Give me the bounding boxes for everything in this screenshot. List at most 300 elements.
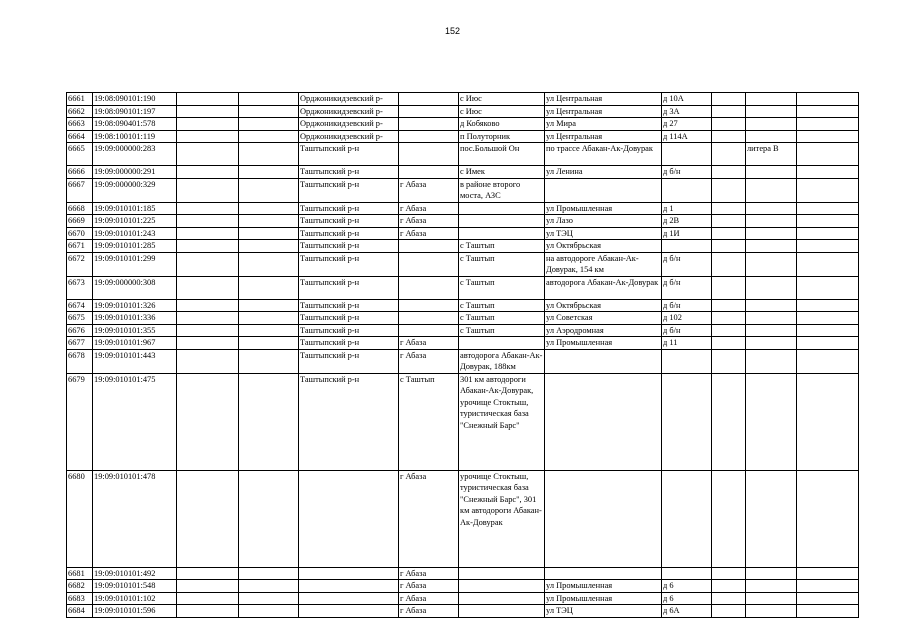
- col-12-cell: [797, 130, 859, 143]
- row-number-cell: 6666: [67, 166, 93, 179]
- col-3-cell: [177, 130, 239, 143]
- locality-cell: с Имек: [459, 166, 545, 179]
- row-number-cell: 6680: [67, 470, 93, 567]
- col-4-cell: [239, 580, 299, 593]
- cadastral-number-cell: 19:09:000000:329: [93, 178, 177, 202]
- row-number-cell: 6671: [67, 240, 93, 253]
- district-cell: Таштыпский р-н: [299, 252, 399, 276]
- cadastral-number-cell: 19:09:000000:291: [93, 166, 177, 179]
- house-cell: д 27: [662, 118, 712, 131]
- cadastral-number-cell: 19:09:010101:102: [93, 592, 177, 605]
- row-number-cell: 6663: [67, 118, 93, 131]
- col-3-cell: [177, 166, 239, 179]
- table-row: [67, 349, 859, 373]
- cadastral-number-cell: 19:09:010101:225: [93, 215, 177, 228]
- locality-cell: 301 км автодороги Абакан-Ак-Довурак, урочище Стоктыш, туристическая база "Снежный Барс": [459, 373, 545, 470]
- settlement-cell: [399, 93, 459, 106]
- district-cell: Таштыпский р-н: [299, 240, 399, 253]
- col-3-cell: [177, 373, 239, 470]
- col-10-cell: [712, 118, 746, 131]
- col-10-cell: [712, 592, 746, 605]
- building-cell: [746, 105, 797, 118]
- locality-cell: [459, 215, 545, 228]
- building-cell: [746, 470, 797, 567]
- row-number-cell: 6684: [67, 605, 93, 618]
- locality-cell: автодорога Абакан-Ак-Довурак, 188км: [459, 349, 545, 373]
- settlement-cell: с Таштып: [399, 373, 459, 470]
- col-3-cell: [177, 240, 239, 253]
- col-12-cell: [797, 118, 859, 131]
- row-number-cell: 6661: [67, 93, 93, 106]
- district-cell: Орджоникидзевский р-: [299, 118, 399, 131]
- house-cell: [662, 143, 712, 166]
- cadastral-number-cell: 19:09:010101:299: [93, 252, 177, 276]
- locality-cell: с Таштып: [459, 312, 545, 325]
- settlement-cell: [399, 240, 459, 253]
- col-10-cell: [712, 324, 746, 337]
- row-number-cell: 6683: [67, 592, 93, 605]
- district-cell: Таштыпский р-н: [299, 337, 399, 350]
- row-number-cell: 6672: [67, 252, 93, 276]
- locality-cell: [459, 592, 545, 605]
- cadastral-number-cell: 19:09:010101:185: [93, 202, 177, 215]
- col-3-cell: [177, 202, 239, 215]
- locality-cell: [459, 567, 545, 580]
- street-cell: ул Аэродромная: [545, 324, 662, 337]
- col-3-cell: [177, 299, 239, 312]
- col-3-cell: [177, 312, 239, 325]
- street-cell: автодорога Абакан-Ак-Довурак: [545, 276, 662, 299]
- col-3-cell: [177, 276, 239, 299]
- locality-cell: пос.Большой Он: [459, 143, 545, 166]
- locality-cell: с Таштып: [459, 240, 545, 253]
- building-cell: литера В: [746, 143, 797, 166]
- house-cell: д 10А: [662, 93, 712, 106]
- settlement-cell: г Абаза: [399, 605, 459, 618]
- row-number-cell: 6678: [67, 349, 93, 373]
- district-cell: Таштыпский р-н: [299, 324, 399, 337]
- col-4-cell: [239, 143, 299, 166]
- col-10-cell: [712, 580, 746, 593]
- locality-cell: в районе второго моста, АЗС: [459, 178, 545, 202]
- street-cell: ул Лазо: [545, 215, 662, 228]
- table-row: [67, 166, 859, 179]
- table-row: [67, 202, 859, 215]
- col-3-cell: [177, 178, 239, 202]
- cadastral-number-cell: 19:09:000000:283: [93, 143, 177, 166]
- table-row: [67, 240, 859, 253]
- locality-cell: [459, 605, 545, 618]
- col-3-cell: [177, 349, 239, 373]
- col-10-cell: [712, 215, 746, 228]
- locality-cell: [459, 202, 545, 215]
- building-cell: [746, 605, 797, 618]
- col-12-cell: [797, 592, 859, 605]
- col-10-cell: [712, 349, 746, 373]
- cadastral-number-cell: 19:09:010101:478: [93, 470, 177, 567]
- house-cell: д 114А: [662, 130, 712, 143]
- district-cell: Таштыпский р-н: [299, 178, 399, 202]
- street-cell: ул Советская: [545, 312, 662, 325]
- district-cell: Таштыпский р-н: [299, 143, 399, 166]
- col-4-cell: [239, 130, 299, 143]
- building-cell: [746, 592, 797, 605]
- district-cell: [299, 470, 399, 567]
- cadastral-number-cell: 19:08:100101:119: [93, 130, 177, 143]
- col-12-cell: [797, 240, 859, 253]
- col-4-cell: [239, 166, 299, 179]
- locality-cell: [459, 580, 545, 593]
- table-row: [67, 105, 859, 118]
- settlement-cell: г Абаза: [399, 580, 459, 593]
- col-4-cell: [239, 373, 299, 470]
- table-row: [67, 324, 859, 337]
- locality-cell: с Июс: [459, 93, 545, 106]
- col-12-cell: [797, 324, 859, 337]
- settlement-cell: [399, 118, 459, 131]
- street-cell: ул Октябрьская: [545, 240, 662, 253]
- col-4-cell: [239, 312, 299, 325]
- table-row: [67, 592, 859, 605]
- house-cell: [662, 373, 712, 470]
- cadastral-number-cell: 19:09:010101:475: [93, 373, 177, 470]
- col-12-cell: [797, 215, 859, 228]
- col-4-cell: [239, 299, 299, 312]
- col-3-cell: [177, 324, 239, 337]
- district-cell: Орджоникидзевский р-: [299, 93, 399, 106]
- street-cell: ул ТЭЦ: [545, 227, 662, 240]
- col-12-cell: [797, 580, 859, 593]
- district-cell: Таштыпский р-н: [299, 202, 399, 215]
- col-4-cell: [239, 105, 299, 118]
- col-10-cell: [712, 567, 746, 580]
- street-cell: [545, 178, 662, 202]
- col-10-cell: [712, 276, 746, 299]
- district-cell: Таштыпский р-н: [299, 373, 399, 470]
- col-3-cell: [177, 580, 239, 593]
- locality-cell: с Таштып: [459, 276, 545, 299]
- row-number-cell: 6669: [67, 215, 93, 228]
- col-10-cell: [712, 312, 746, 325]
- col-3-cell: [177, 252, 239, 276]
- district-cell: Таштыпский р-н: [299, 276, 399, 299]
- col-12-cell: [797, 227, 859, 240]
- col-12-cell: [797, 470, 859, 567]
- street-cell: ул Центральная: [545, 105, 662, 118]
- house-cell: д б/н: [662, 324, 712, 337]
- table-row: [67, 227, 859, 240]
- col-12-cell: [797, 299, 859, 312]
- building-cell: [746, 373, 797, 470]
- settlement-cell: [399, 166, 459, 179]
- building-cell: [746, 93, 797, 106]
- col-10-cell: [712, 143, 746, 166]
- col-10-cell: [712, 130, 746, 143]
- district-cell: [299, 605, 399, 618]
- col-3-cell: [177, 337, 239, 350]
- col-10-cell: [712, 373, 746, 470]
- house-cell: д 1: [662, 202, 712, 215]
- district-cell: Таштыпский р-н: [299, 166, 399, 179]
- col-4-cell: [239, 240, 299, 253]
- settlement-cell: г Абаза: [399, 349, 459, 373]
- col-3-cell: [177, 215, 239, 228]
- table-row: [67, 580, 859, 593]
- property-registry-table: [66, 92, 859, 618]
- building-cell: [746, 349, 797, 373]
- street-cell: ул Октябрьская: [545, 299, 662, 312]
- col-12-cell: [797, 373, 859, 470]
- col-3-cell: [177, 105, 239, 118]
- col-10-cell: [712, 178, 746, 202]
- house-cell: д 11: [662, 337, 712, 350]
- col-4-cell: [239, 215, 299, 228]
- col-4-cell: [239, 276, 299, 299]
- row-number-cell: 6670: [67, 227, 93, 240]
- house-cell: д б/н: [662, 276, 712, 299]
- col-10-cell: [712, 105, 746, 118]
- col-4-cell: [239, 178, 299, 202]
- cadastral-number-cell: 19:09:010101:355: [93, 324, 177, 337]
- col-10-cell: [712, 227, 746, 240]
- cadastral-number-cell: 19:09:010101:967: [93, 337, 177, 350]
- district-cell: [299, 567, 399, 580]
- col-4-cell: [239, 252, 299, 276]
- settlement-cell: г Абаза: [399, 178, 459, 202]
- row-number-cell: 6674: [67, 299, 93, 312]
- building-cell: [746, 240, 797, 253]
- col-10-cell: [712, 299, 746, 312]
- street-cell: [545, 567, 662, 580]
- district-cell: Таштыпский р-н: [299, 349, 399, 373]
- settlement-cell: г Абаза: [399, 592, 459, 605]
- col-3-cell: [177, 227, 239, 240]
- building-cell: [746, 178, 797, 202]
- house-cell: д б/н: [662, 299, 712, 312]
- row-number-cell: 6668: [67, 202, 93, 215]
- row-number-cell: 6667: [67, 178, 93, 202]
- cadastral-number-cell: 19:08:090101:190: [93, 93, 177, 106]
- house-cell: д 102: [662, 312, 712, 325]
- table-row: [67, 178, 859, 202]
- street-cell: ул Промышленная: [545, 202, 662, 215]
- settlement-cell: [399, 252, 459, 276]
- locality-cell: урочище Стоктыш, туристическая база "Снежный Барс", 301 км автодороги Абакан-Ак-Довурак: [459, 470, 545, 567]
- locality-cell: [459, 227, 545, 240]
- settlement-cell: [399, 276, 459, 299]
- street-cell: [545, 349, 662, 373]
- building-cell: [746, 166, 797, 179]
- col-12-cell: [797, 312, 859, 325]
- row-number-cell: 6664: [67, 130, 93, 143]
- col-12-cell: [797, 276, 859, 299]
- building-cell: [746, 567, 797, 580]
- building-cell: [746, 130, 797, 143]
- district-cell: [299, 592, 399, 605]
- col-4-cell: [239, 324, 299, 337]
- settlement-cell: [399, 299, 459, 312]
- house-cell: [662, 240, 712, 253]
- house-cell: д 2В: [662, 215, 712, 228]
- col-4-cell: [239, 202, 299, 215]
- col-4-cell: [239, 93, 299, 106]
- col-12-cell: [797, 349, 859, 373]
- building-cell: [746, 299, 797, 312]
- col-10-cell: [712, 240, 746, 253]
- col-12-cell: [797, 252, 859, 276]
- table-row: [67, 93, 859, 106]
- col-4-cell: [239, 349, 299, 373]
- table-row: [67, 118, 859, 131]
- col-4-cell: [239, 567, 299, 580]
- street-cell: ул Промышленная: [545, 580, 662, 593]
- house-cell: [662, 567, 712, 580]
- col-12-cell: [797, 178, 859, 202]
- registry-rows: [67, 93, 859, 618]
- col-4-cell: [239, 592, 299, 605]
- table-row: [67, 276, 859, 299]
- col-12-cell: [797, 202, 859, 215]
- house-cell: д 1И: [662, 227, 712, 240]
- row-number-cell: 6677: [67, 337, 93, 350]
- building-cell: [746, 312, 797, 325]
- building-cell: [746, 337, 797, 350]
- building-cell: [746, 252, 797, 276]
- district-cell: Орджоникидзевский р-: [299, 105, 399, 118]
- row-number-cell: 6682: [67, 580, 93, 593]
- house-cell: д 6А: [662, 605, 712, 618]
- row-number-cell: 6679: [67, 373, 93, 470]
- cadastral-number-cell: 19:09:010101:492: [93, 567, 177, 580]
- cadastral-number-cell: 19:08:090401:578: [93, 118, 177, 131]
- house-cell: д б/н: [662, 252, 712, 276]
- street-cell: ул Ленина: [545, 166, 662, 179]
- col-12-cell: [797, 143, 859, 166]
- col-12-cell: [797, 337, 859, 350]
- building-cell: [746, 227, 797, 240]
- cadastral-number-cell: 19:09:010101:243: [93, 227, 177, 240]
- table-row: [67, 373, 859, 470]
- building-cell: [746, 215, 797, 228]
- house-cell: д 6: [662, 580, 712, 593]
- col-4-cell: [239, 605, 299, 618]
- col-3-cell: [177, 592, 239, 605]
- col-10-cell: [712, 337, 746, 350]
- cadastral-number-cell: 19:09:000000:308: [93, 276, 177, 299]
- row-number-cell: 6675: [67, 312, 93, 325]
- col-12-cell: [797, 105, 859, 118]
- street-cell: [545, 373, 662, 470]
- settlement-cell: г Абаза: [399, 215, 459, 228]
- row-number-cell: 6676: [67, 324, 93, 337]
- row-number-cell: 6681: [67, 567, 93, 580]
- district-cell: Таштыпский р-н: [299, 227, 399, 240]
- table-row: [67, 215, 859, 228]
- table-row: [67, 337, 859, 350]
- street-cell: ул Мира: [545, 118, 662, 131]
- table-row: [67, 143, 859, 166]
- house-cell: [662, 470, 712, 567]
- locality-cell: с Таштып: [459, 324, 545, 337]
- settlement-cell: г Абаза: [399, 337, 459, 350]
- page-number: 152: [444, 26, 461, 36]
- locality-cell: с Таштып: [459, 299, 545, 312]
- col-3-cell: [177, 118, 239, 131]
- col-3-cell: [177, 143, 239, 166]
- col-10-cell: [712, 252, 746, 276]
- table-row: [67, 252, 859, 276]
- building-cell: [746, 202, 797, 215]
- street-cell: ул Промышленная: [545, 337, 662, 350]
- district-cell: Таштыпский р-н: [299, 215, 399, 228]
- locality-cell: с Таштып: [459, 252, 545, 276]
- col-12-cell: [797, 605, 859, 618]
- settlement-cell: г Абаза: [399, 202, 459, 215]
- building-cell: [746, 324, 797, 337]
- col-4-cell: [239, 118, 299, 131]
- house-cell: д 3А: [662, 105, 712, 118]
- street-cell: на автодороге Абакан-Ак-Довурак, 154 км: [545, 252, 662, 276]
- street-cell: [545, 470, 662, 567]
- cadastral-number-cell: 19:09:010101:548: [93, 580, 177, 593]
- cadastral-number-cell: 19:09:010101:336: [93, 312, 177, 325]
- street-cell: ул Центральная: [545, 93, 662, 106]
- col-3-cell: [177, 567, 239, 580]
- locality-cell: д Кобяково: [459, 118, 545, 131]
- table-row: [67, 567, 859, 580]
- settlement-cell: г Абаза: [399, 227, 459, 240]
- col-3-cell: [177, 93, 239, 106]
- cadastral-number-cell: 19:09:010101:326: [93, 299, 177, 312]
- col-10-cell: [712, 93, 746, 106]
- table-row: [67, 312, 859, 325]
- settlement-cell: [399, 105, 459, 118]
- col-10-cell: [712, 605, 746, 618]
- settlement-cell: [399, 324, 459, 337]
- locality-cell: п Полуторник: [459, 130, 545, 143]
- street-cell: ул Центральная: [545, 130, 662, 143]
- table-row: [67, 605, 859, 618]
- row-number-cell: 6662: [67, 105, 93, 118]
- row-number-cell: 6673: [67, 276, 93, 299]
- settlement-cell: [399, 312, 459, 325]
- settlement-cell: г Абаза: [399, 470, 459, 567]
- cadastral-number-cell: 19:09:010101:285: [93, 240, 177, 253]
- house-cell: д 6: [662, 592, 712, 605]
- cadastral-number-cell: 19:09:010101:443: [93, 349, 177, 373]
- col-12-cell: [797, 93, 859, 106]
- district-cell: [299, 580, 399, 593]
- house-cell: [662, 178, 712, 202]
- building-cell: [746, 118, 797, 131]
- building-cell: [746, 580, 797, 593]
- cadastral-number-cell: 19:09:010101:596: [93, 605, 177, 618]
- col-4-cell: [239, 470, 299, 567]
- col-3-cell: [177, 605, 239, 618]
- settlement-cell: [399, 130, 459, 143]
- table-row: [67, 299, 859, 312]
- col-10-cell: [712, 166, 746, 179]
- col-3-cell: [177, 470, 239, 567]
- house-cell: д б/н: [662, 166, 712, 179]
- table-row: [67, 130, 859, 143]
- street-cell: ул ТЭЦ: [545, 605, 662, 618]
- col-4-cell: [239, 227, 299, 240]
- cadastral-number-cell: 19:08:090101:197: [93, 105, 177, 118]
- locality-cell: [459, 337, 545, 350]
- row-number-cell: 6665: [67, 143, 93, 166]
- district-cell: Таштыпский р-н: [299, 299, 399, 312]
